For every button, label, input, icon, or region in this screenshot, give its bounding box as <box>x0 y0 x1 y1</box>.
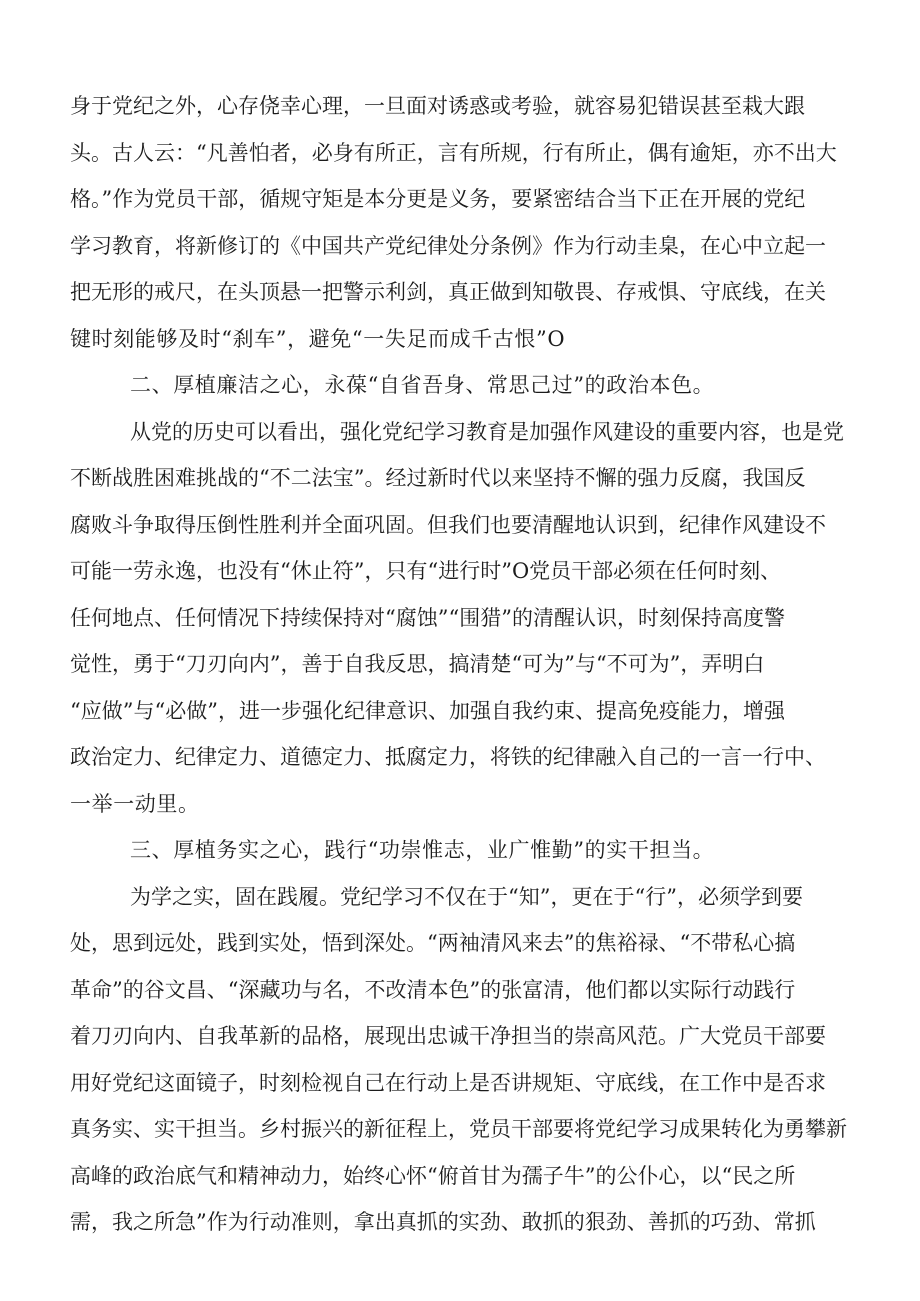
text-line: “应做”与“必做”，进一步强化纪律意识、加强自我约束、提高免疫能力，增强 <box>70 698 785 723</box>
text-line: 任何地点、任何情况下持续保持对“腐蚀”“围猎”的清醒认识，时刻保持高度警 <box>70 605 785 630</box>
text-line: 从党的历史可以看出，强化党纪学习教育是加强作风建设的重要内容，也是党 <box>130 419 844 444</box>
text-line: 着刀刃向内、自我革新的品格，展现出忠诚干净担当的崇高风范。广大党员干部要 <box>70 1024 826 1048</box>
text-line: 学习教育，将新修订的《中国共产党纪律处分条例》作为行动圭臬，在心中立起一 <box>70 233 826 258</box>
text-line: 高峰的政治底气和精神动力，始终心怀“俯首甘为孺子牛”的公仆心，以“民之所 <box>70 1163 796 1188</box>
text-line: 处，思到远处，践到实处，悟到深处。“两袖清风来去”的焦裕禄、“不带私心搞 <box>70 931 796 955</box>
text-line: 真务实、实干担当。乡村振兴的新征程上，党员干部要将党纪学习成果转化为勇攀新 <box>70 1117 847 1141</box>
section-heading: 二、厚植廉洁之心，永葆“自省吾身、常思己过”的政治本色。 <box>130 373 715 397</box>
text-line: 一举一动里。 <box>70 791 200 816</box>
text-line: 需，我之所急”作为行动准则，拿出真抓的实劲、敢抓的狠劲、善抓的巧劲、常抓 <box>70 1210 816 1234</box>
text-line: 觉性，勇于“刀刃向内”，善于自我反思，搞清楚“可为”与“不可为”，弄明白 <box>70 652 765 676</box>
text-line: 政治定力、纪律定力、道德定力、抵腐定力，将铁的纪律融入自己的一言一行中、 <box>70 745 826 769</box>
section-heading: 三、厚植务实之心，践行“功崇惟志，业广惟勤”的实干担当。 <box>130 838 715 862</box>
text-line: 把无形的戒尺，在头顶悬一把警示利剑，真正做到知敬畏、存戒惧、守底线，在关 <box>70 280 826 304</box>
text-line: 身于党纪之外，心存侥幸心理，一旦面对诱惑或考验，就容易犯错误甚至栽大跟 <box>70 94 805 118</box>
text-line: 可能一劳永逸，也没有“休止符”，只有“进行时”O党员干部必须在任何时刻、 <box>70 559 782 583</box>
text-line: 用好党纪这面镜子，时刻检视自己在行动上是否讲规矩、守底线，在工作中是否求 <box>70 1070 826 1095</box>
text-line: 腐败斗争取得压倒性胜利并全面巩固。但我们也要清醒地认识到，纪律作风建设不 <box>70 512 826 537</box>
text-line: 头。古人云：“凡善怕者，必身有所正，言有所规，行有所止，偶有逾矩，亦不出大 <box>70 140 837 165</box>
text-line: 格。”作为党员干部，循规守矩是本分更是义务，要紧密结合当下正在开展的党纪 <box>70 187 806 211</box>
text-line: 不断战胜困难挑战的“不二法宝”。经过新时代以来坚持不懈的强力反腐，我国反 <box>70 466 806 490</box>
text-line: 键时刻能够及时“刹车”，避免“一失足而成千古恨”O <box>70 326 566 351</box>
text-line: 革命”的谷文昌、“深藏功与名，不改清本色”的张富清，他们都以实际行动践行 <box>70 977 796 1002</box>
text-line: 为学之实，固在践履。党纪学习不仅在于“知”，更在于“行”，必须学到要 <box>130 884 803 909</box>
